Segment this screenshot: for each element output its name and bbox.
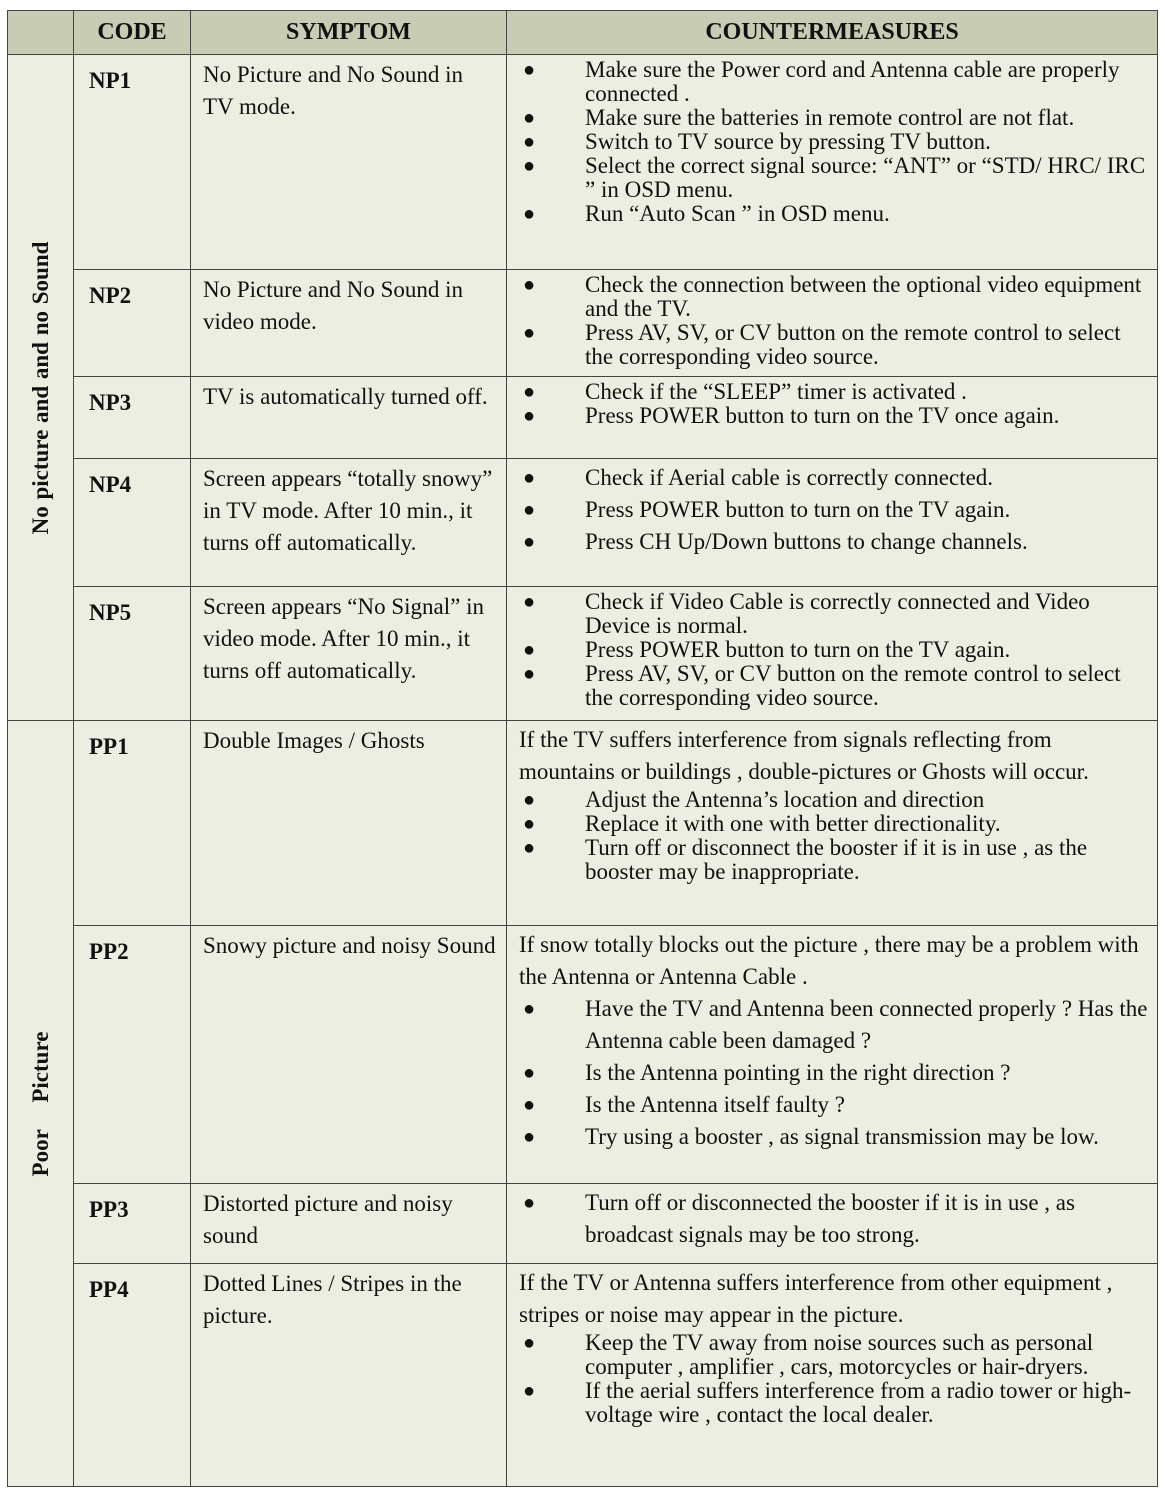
countermeasure-cell (507, 377, 1158, 458)
table-row (8, 1184, 1158, 1263)
table-row (8, 377, 1158, 458)
countermeasure-cell (507, 458, 1158, 587)
bullet-icon: ● (523, 789, 536, 812)
symptom-cell: Screen appears “No Signal” in video mode. After 10 min., it turns off automatically. (191, 587, 507, 721)
list-item: ● Make sure the Power cord and Antenna cable are properly connected . (523, 57, 1120, 107)
group-label-no-picture: No picture and and no Sound (27, 241, 53, 535)
bullet-icon: ● (523, 997, 536, 1020)
countermeasure-intro: If the TV or Antenna suffers interference from other equipment , stripes or noise may appear in the picture. (519, 1269, 1113, 1327)
bullet-icon: ● (523, 131, 536, 154)
list-item: ● Press POWER button to turn on the TV again. (519, 494, 1149, 526)
list-item: ● Press POWER button to turn on the TV again. (523, 637, 1011, 663)
code-cell: NP5 (74, 587, 191, 721)
symptom-cell: Double Images / Ghosts (191, 721, 507, 925)
table-row (8, 721, 1158, 925)
table-row (8, 587, 1158, 721)
bullet-icon: ● (523, 381, 536, 404)
bullet-icon: ● (523, 1093, 536, 1116)
header-countermeasures: COUNTERMEASURES (507, 11, 1158, 55)
countermeasure-cell (507, 587, 1158, 721)
countermeasure-cell (507, 1263, 1158, 1486)
countermeasure-list (519, 58, 1149, 226)
symptom-cell: Screen appears “totally snowy” in TV mode. After 10 min., it turns off automatically. (191, 458, 507, 587)
header-blank (8, 11, 74, 55)
table-row (8, 55, 1158, 269)
countermeasure-list (519, 380, 1149, 428)
list-item: ● Switch to TV source by pressing TV button. (523, 129, 991, 155)
bullet-icon: ● (523, 1331, 536, 1354)
countermeasure-list (519, 590, 1149, 710)
group-label-poor-picture: Poor Picture (27, 1031, 53, 1177)
bullet-icon: ● (523, 1192, 536, 1215)
code-cell: NP1 (74, 55, 191, 269)
code-cell: NP2 (74, 269, 191, 377)
troubleshooting-table (7, 10, 1158, 1487)
code-cell: PP2 (74, 925, 191, 1184)
symptom-cell: Snowy picture and noisy Sound (191, 925, 507, 1184)
group-poor-picture (8, 721, 74, 1487)
code-cell: PP4 (74, 1263, 191, 1486)
troubleshooting-page (7, 10, 1157, 1487)
bullet-icon: ● (523, 107, 536, 130)
code-cell: PP1 (74, 721, 191, 925)
list-item: ● Is the Antenna pointing in the right direction ? (519, 1057, 1149, 1089)
bullet-icon: ● (523, 1061, 536, 1084)
symptom-cell: No Picture and No Sound in video mode. (191, 269, 507, 377)
bullet-icon: ● (523, 321, 536, 344)
bullet-icon: ● (523, 273, 536, 296)
bullet-icon: ● (523, 405, 536, 428)
code-cell: PP3 (74, 1184, 191, 1263)
bullet-icon: ● (523, 155, 536, 178)
list-item: ● Try using a booster , as signal transmission may be low. (519, 1121, 1149, 1153)
list-item: ● Turn off or disconnect the booster if it is in use , as the booster may be inappropriate. (523, 835, 1088, 885)
symptom-cell: TV is automatically turned off. (191, 377, 507, 458)
symptom-cell: No Picture and No Sound in TV mode. (191, 55, 507, 269)
symptom-cell: Distorted picture and noisy sound (191, 1184, 507, 1263)
table-row (8, 269, 1158, 377)
bullet-icon: ● (523, 59, 536, 82)
code-cell: NP3 (74, 377, 191, 458)
header-symptom: SYMPTOM (191, 11, 507, 55)
bullet-icon: ● (523, 663, 536, 686)
list-item: ● Check the connection between the optional video equipment and the TV. (523, 271, 1142, 321)
code-cell: NP4 (74, 458, 191, 587)
countermeasure-list (519, 1187, 1149, 1251)
list-item: ● If the aerial suffers interference from a radio tower or high-voltage wire , contact the local dealer. (523, 1377, 1132, 1427)
group-no-picture (8, 55, 74, 721)
countermeasure-intro: If snow totally blocks out the picture , there may be a problem with the Antenna or Antenna Cable . (519, 931, 1139, 989)
countermeasure-cell (507, 269, 1158, 377)
symptom-cell: Dotted Lines / Stripes in the picture. (191, 1263, 507, 1486)
header-code: CODE (74, 11, 191, 55)
list-item: ● Check if Video Cable is correctly connected and Video Device is normal. (523, 589, 1090, 639)
countermeasure-cell (507, 1184, 1158, 1263)
list-item: ● Run “Auto Scan ” in OSD menu. (523, 201, 890, 227)
bullet-icon: ● (523, 530, 536, 553)
table-row (8, 925, 1158, 1184)
countermeasure-cell (507, 925, 1158, 1184)
list-item: ● Adjust the Antenna’s location and direction (523, 787, 985, 813)
bullet-icon: ● (523, 498, 536, 521)
list-item: ● Replace it with one with better directionality. (523, 811, 1001, 837)
table-row (8, 458, 1158, 587)
list-item: ● Make sure the batteries in remote control are not flat. (523, 105, 1075, 131)
bullet-icon: ● (523, 1125, 536, 1148)
list-item: ● Is the Antenna itself faulty ? (519, 1089, 1149, 1121)
list-item: ● Turn off or disconnected the booster if it is in use , as broadcast signals may be too strong. (519, 1187, 1149, 1251)
list-item: ● Check if the “SLEEP” timer is activated . (523, 379, 967, 405)
bullet-icon: ● (523, 813, 536, 836)
list-item: ● Keep the TV away from noise sources such as personal computer , amplifier , cars, motorcycles or hair-dryers. (523, 1329, 1094, 1379)
bullet-icon: ● (523, 466, 536, 489)
countermeasure-cell (507, 55, 1158, 269)
list-item: ● Press CH Up/Down buttons to change channels. (519, 526, 1149, 558)
table-row (8, 1263, 1158, 1486)
bullet-icon: ● (523, 1379, 536, 1402)
list-item: ● Have the TV and Antenna been connected properly ? Has the Antenna cable been damaged ? (519, 993, 1149, 1057)
bullet-icon: ● (523, 639, 536, 662)
bullet-icon: ● (523, 837, 536, 860)
countermeasure-list (519, 462, 1149, 558)
countermeasure-list (519, 788, 1149, 884)
list-item: ● Check if Aerial cable is correctly connected. (519, 462, 1149, 494)
countermeasure-cell (507, 721, 1158, 925)
countermeasure-list (519, 273, 1149, 369)
countermeasure-intro: If the TV suffers interference from signals reflecting from mountains or buildings , double-pictures or Ghosts will occur. (519, 727, 1089, 785)
countermeasure-list (519, 993, 1149, 1153)
list-item: ● Press AV, SV, or CV button on the remote control to select the corresponding video source. (523, 661, 1121, 711)
bullet-icon: ● (523, 591, 536, 614)
list-item: ● Press POWER button to turn on the TV once again. (523, 403, 1060, 429)
list-item: ● Press AV, SV, or CV button on the remote control to select the corresponding video source. (523, 319, 1121, 369)
bullet-icon: ● (523, 203, 536, 226)
countermeasure-list (519, 1331, 1149, 1427)
list-item: ● Select the correct signal source: “ANT” or “STD/ HRC/ IRC ” in OSD menu. (523, 153, 1146, 203)
header-row (8, 11, 1158, 55)
